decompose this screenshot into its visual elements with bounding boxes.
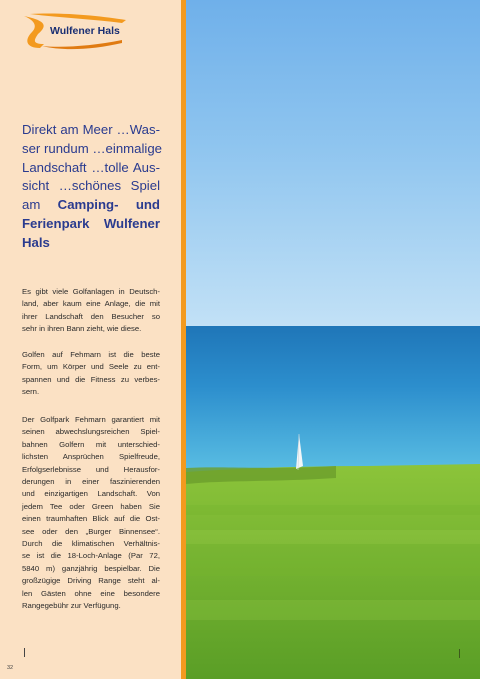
logo-text: Wulfener Hals	[50, 25, 120, 37]
headline-line: Landschaft …tolle Aus-	[22, 159, 160, 175]
headline-bold: Ferienpark Wulfener	[22, 215, 160, 231]
headline-line	[22, 196, 160, 215]
paragraph-line: len Gästen ohne eine besondere	[22, 588, 160, 598]
paragraph-fehmarn	[22, 349, 160, 399]
paragraph-line: 5840 m) ganzjährig bespielbar. Die	[22, 563, 160, 573]
headline-prefix: am	[22, 197, 41, 213]
paragraph-line: spannen und die Fitness zu verbes-	[22, 374, 160, 384]
paragraph-line: see oder den „Burger Binnensee“.	[22, 526, 160, 536]
paragraph-line: land, aber kaum eine Anlage, die mit	[22, 299, 160, 309]
paragraph-line: ihrer Landschaft den Besucher so	[22, 311, 160, 321]
headline-line: sicht …schönes Spiel	[22, 178, 160, 194]
paragraph-line: Form, um Körper und Seele zu ent-	[22, 362, 160, 372]
paragraph-line: jedem Tee oder Green haben Sie	[22, 501, 160, 511]
headline-line	[22, 234, 160, 253]
paragraph-line: derungen in einer faszinierenden	[22, 477, 160, 487]
paragraph-line: Es gibt viele Golfanlagen in Deutsch-	[22, 287, 160, 296]
paragraph-intro	[22, 286, 160, 336]
paragraph-line: sern.	[22, 387, 40, 397]
paragraph-line: und einzigartigen Landschaft. Von	[22, 489, 160, 499]
paragraph-line: Der Golfpark Fehmarn garantiert mit	[22, 415, 160, 424]
headline-line	[22, 215, 160, 234]
paragraph-line: lichsten Ansprüchen Spielfreude,	[22, 452, 160, 462]
paragraph-line: Rangegebühr zur Verfügung.	[22, 601, 121, 611]
paragraph-line: seinen abwechslungsreichen Spiel-	[22, 427, 160, 437]
page-number: 32	[7, 665, 14, 671]
paragraph-line: Durch die klimatischen Verhältnis-	[22, 539, 160, 549]
paragraph-line: Erfolgserlebnisse und Herausfor-	[22, 464, 160, 474]
wulfener-hals-logo	[22, 10, 132, 50]
headline-line: Direkt am Meer …Was-	[22, 122, 160, 137]
paragraph-line: einen traumhaften Blick auf die Ost-	[22, 514, 160, 524]
golf-sea-photo	[186, 0, 480, 679]
paragraph-line: Golfen auf Fehmarn ist die beste	[22, 350, 160, 359]
page-marker	[24, 648, 25, 657]
corner-mark	[459, 649, 460, 658]
paragraph-line: bahnen Golfern mit unterschied-	[22, 439, 160, 449]
paragraph-line: sehr in ihren Bann zieht, wie diese.	[22, 324, 142, 334]
paragraph-line: se ist die 18-Loch-Anlage (Par 72,	[22, 551, 160, 561]
paragraph-line: großzügige Driving Range steht al-	[22, 576, 160, 586]
headline-bold: Camping- und	[57, 197, 160, 213]
headline-line: ser rundum …einmalige	[22, 140, 162, 156]
headline	[22, 121, 160, 253]
paragraph-golfpark	[22, 414, 160, 613]
headline-bold: Hals	[22, 234, 50, 250]
